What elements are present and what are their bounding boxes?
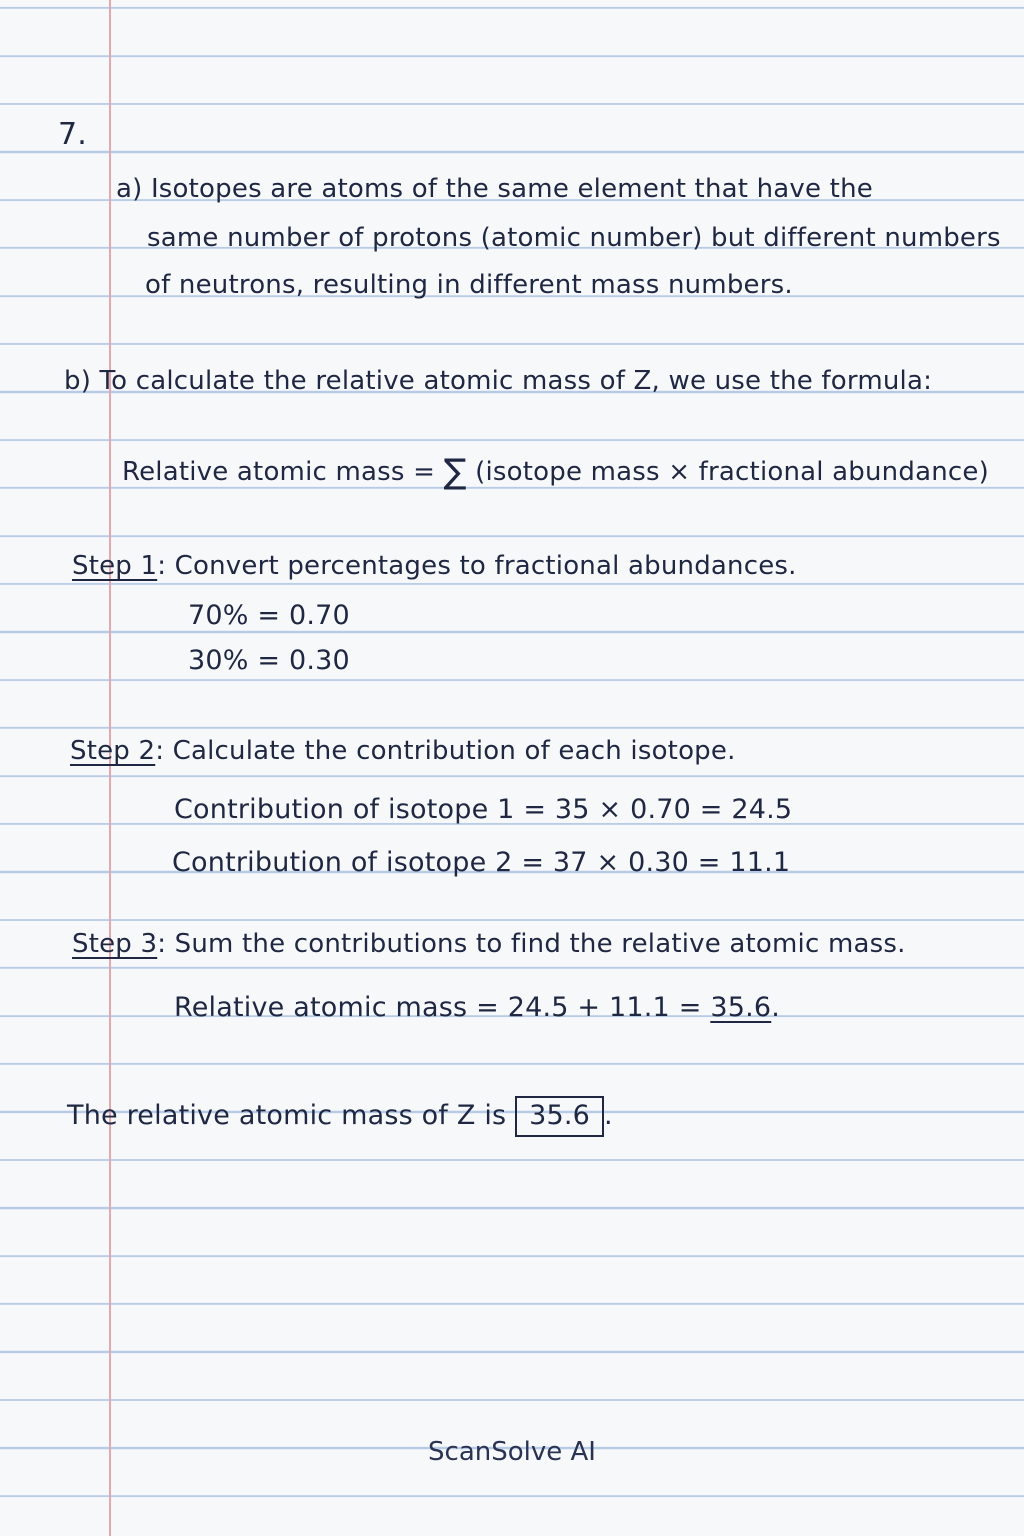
step-3-line-suffix: . — [771, 992, 781, 1023]
step-3-heading — [72, 931, 906, 957]
formula — [122, 452, 989, 492]
conclusion-prefix: The relative atomic mass of Z is — [67, 1100, 507, 1131]
conclusion-suffix: . — [604, 1100, 613, 1131]
step-1-label: Step 1 — [72, 551, 158, 581]
part-a-line-3: of neutrons, resulting in different mass numbers. — [145, 270, 793, 300]
step-1-text: : Convert percentages to fractional abundances. — [157, 551, 797, 581]
step-2-text: : Calculate the contribution of each isotope. — [155, 736, 736, 766]
step-3-line-prefix: Relative atomic mass = 24.5 + 11.1 = — [174, 992, 711, 1023]
step-2-line-1: Contribution of isotope 1 = 35 × 0.70 = 24.5 — [174, 794, 793, 825]
formula-left: Relative atomic mass = — [122, 457, 436, 487]
step-1-line-1: 70% = 0.70 — [188, 600, 350, 631]
part-a-line-1: a) Isotopes are atoms of the same element that have the — [116, 174, 873, 204]
step-2-label: Step 2 — [70, 736, 156, 766]
step-3-label: Step 3 — [72, 929, 158, 959]
step-1-heading — [72, 553, 797, 579]
step-1-line-2: 30% = 0.30 — [188, 645, 350, 676]
step-2-heading — [70, 738, 736, 764]
conclusion — [67, 1096, 613, 1137]
sigma-symbol: ∑ — [443, 452, 467, 492]
step-3-line — [174, 994, 780, 1021]
footer-brand: ScanSolve AI — [428, 1437, 596, 1467]
step-3-result: 35.6 — [710, 992, 772, 1023]
question-number: 7. — [58, 117, 88, 152]
formula-right: (isotope mass × fractional abundance) — [475, 457, 989, 487]
part-b-intro: b) To calculate the relative atomic mass of Z, we use the formula: — [64, 366, 933, 396]
final-answer-box: 35.6 — [515, 1096, 604, 1137]
part-a-line-2: same number of protons (atomic number) but different numbers — [147, 223, 1001, 253]
step-2-line-2: Contribution of isotope 2 = 37 × 0.30 = 11.1 — [172, 847, 791, 878]
step-3-text: : Sum the contributions to find the relative atomic mass. — [157, 929, 906, 959]
